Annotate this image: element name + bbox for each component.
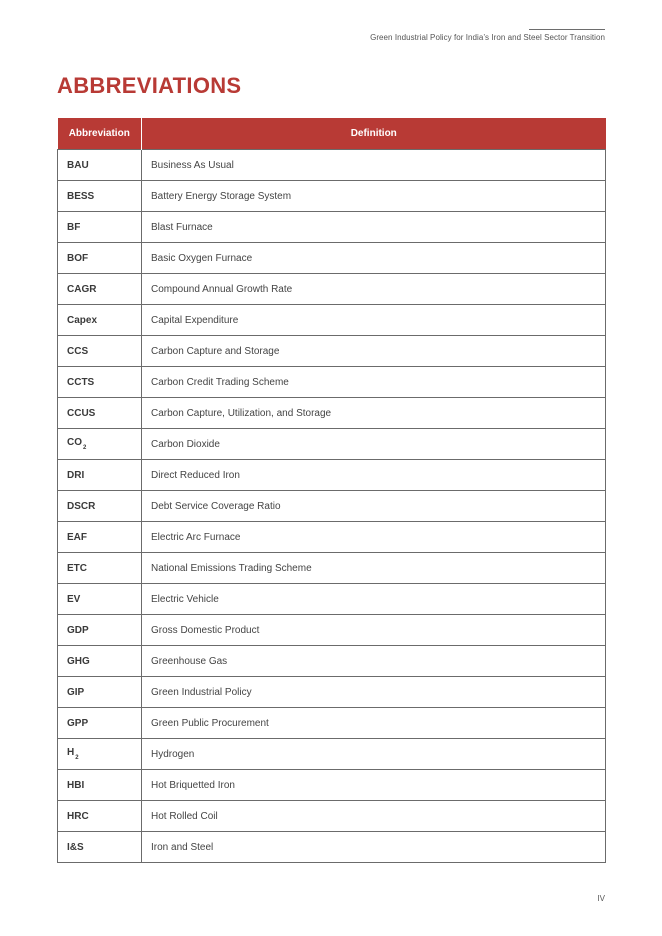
- abbreviation-cell: [58, 429, 142, 460]
- abbreviation-text: BOF: [67, 252, 89, 264]
- abbreviation-text: BESS: [67, 190, 95, 202]
- abbreviation-cell: [58, 584, 142, 615]
- table-row: [58, 274, 606, 305]
- abbreviation-cell: [58, 212, 142, 243]
- abbreviation-text: BAU: [67, 159, 89, 171]
- page-title: ABBREVIATIONS: [57, 73, 242, 98]
- abbreviation-cell: [58, 181, 142, 212]
- abbreviation-text: ETC: [67, 562, 87, 574]
- table-row: [58, 398, 606, 429]
- definition-cell: Carbon Capture and Storage: [142, 336, 606, 367]
- abbreviation-cell: [58, 708, 142, 739]
- abbreviation-cell: [58, 336, 142, 367]
- abbreviation-text: CO: [67, 437, 82, 448]
- definition-cell: Compound Annual Growth Rate: [142, 274, 606, 305]
- abbreviation-cell: [58, 739, 142, 770]
- definition-cell: Electric Vehicle: [142, 584, 606, 615]
- abbreviation-text: H: [67, 747, 75, 758]
- definition-cell: Carbon Credit Trading Scheme: [142, 367, 606, 398]
- column-header-abbreviation: Abbreviation: [58, 118, 142, 150]
- abbreviation-cell: [58, 150, 142, 181]
- table-row: [58, 522, 606, 553]
- definition-cell: Direct Reduced Iron: [142, 460, 606, 491]
- definition-cell: Hot Briquetted Iron: [142, 770, 606, 801]
- abbreviation-text: Capex: [67, 314, 98, 326]
- table-row: [58, 832, 606, 863]
- abbreviation-text: EAF: [67, 531, 87, 543]
- running-header: Green Industrial Policy for India’s Iron and Steel Sector Transition: [370, 33, 605, 42]
- abbreviation-text: DRI: [67, 469, 85, 481]
- definition-cell: Debt Service Coverage Ratio: [142, 491, 606, 522]
- abbreviation-cell: [58, 615, 142, 646]
- definition-cell: Battery Energy Storage System: [142, 181, 606, 212]
- abbreviation-text: HRC: [67, 810, 89, 822]
- definition-cell: Hydrogen: [142, 739, 606, 770]
- abbreviation-cell: [58, 801, 142, 832]
- abbreviation-text: CCS: [67, 345, 89, 357]
- table-row: [58, 212, 606, 243]
- definition-cell: Blast Furnace: [142, 212, 606, 243]
- table-row: [58, 460, 606, 491]
- definition-cell: Carbon Capture, Utilization, and Storage: [142, 398, 606, 429]
- abbreviation-cell: [58, 460, 142, 491]
- abbreviation-text: HBI: [67, 779, 85, 791]
- definition-cell: National Emissions Trading Scheme: [142, 553, 606, 584]
- abbreviation-text: EV: [67, 593, 81, 605]
- table-row: [58, 150, 606, 181]
- table-row: [58, 181, 606, 212]
- abbreviation-cell: [58, 398, 142, 429]
- definition-cell: Green Industrial Policy: [142, 677, 606, 708]
- abbreviation-text: CCUS: [67, 407, 96, 419]
- abbreviation-text: CCTS: [67, 376, 95, 388]
- abbreviation-text: GHG: [67, 655, 90, 667]
- definition-cell: Carbon Dioxide: [142, 429, 606, 460]
- page-number: IV: [597, 894, 605, 903]
- abbreviation-text: DSCR: [67, 500, 96, 512]
- abbreviation-subscript: 2: [83, 445, 87, 451]
- table-row: [58, 243, 606, 274]
- abbreviation-cell: [58, 491, 142, 522]
- abbreviation-cell: [58, 677, 142, 708]
- abbreviations-table: [57, 118, 606, 863]
- table-row: [58, 770, 606, 801]
- definition-cell: Green Public Procurement: [142, 708, 606, 739]
- table-header-row: [58, 118, 606, 150]
- definition-cell: Greenhouse Gas: [142, 646, 606, 677]
- table-row: [58, 584, 606, 615]
- abbreviation-text: GIP: [67, 686, 85, 698]
- table-row: [58, 429, 606, 460]
- abbreviation-cell: [58, 770, 142, 801]
- definition-cell: Capital Expenditure: [142, 305, 606, 336]
- abbreviation-text: I&S: [67, 841, 84, 853]
- table-row: [58, 801, 606, 832]
- abbreviation-cell: [58, 274, 142, 305]
- abbreviation-text: CAGR: [67, 283, 97, 295]
- abbreviation-text: GDP: [67, 624, 89, 636]
- abbreviation-cell: [58, 305, 142, 336]
- header-rule: [529, 29, 605, 30]
- table-row: [58, 677, 606, 708]
- abbreviation-cell: [58, 646, 142, 677]
- abbreviation-cell: [58, 243, 142, 274]
- table-row: [58, 305, 606, 336]
- definition-cell: Hot Rolled Coil: [142, 801, 606, 832]
- abbreviation-cell: [58, 522, 142, 553]
- abbreviation-cell: [58, 832, 142, 863]
- table-row: [58, 553, 606, 584]
- table-row: [58, 336, 606, 367]
- abbreviation-text: GPP: [67, 717, 89, 729]
- definition-cell: Basic Oxygen Furnace: [142, 243, 606, 274]
- definition-cell: Electric Arc Furnace: [142, 522, 606, 553]
- definition-cell: Gross Domestic Product: [142, 615, 606, 646]
- table-row: [58, 646, 606, 677]
- table-row: [58, 708, 606, 739]
- table-row: [58, 615, 606, 646]
- table-body: [58, 150, 606, 863]
- abbreviation-cell: [58, 553, 142, 584]
- definition-cell: Business As Usual: [142, 150, 606, 181]
- table-row: [58, 367, 606, 398]
- column-header-definition: Definition: [142, 118, 606, 150]
- abbreviation-cell: [58, 367, 142, 398]
- abbreviation-text: BF: [67, 221, 81, 233]
- definition-cell: Iron and Steel: [142, 832, 606, 863]
- table-row: [58, 491, 606, 522]
- table-row: [58, 739, 606, 770]
- abbreviation-subscript: 2: [75, 755, 79, 761]
